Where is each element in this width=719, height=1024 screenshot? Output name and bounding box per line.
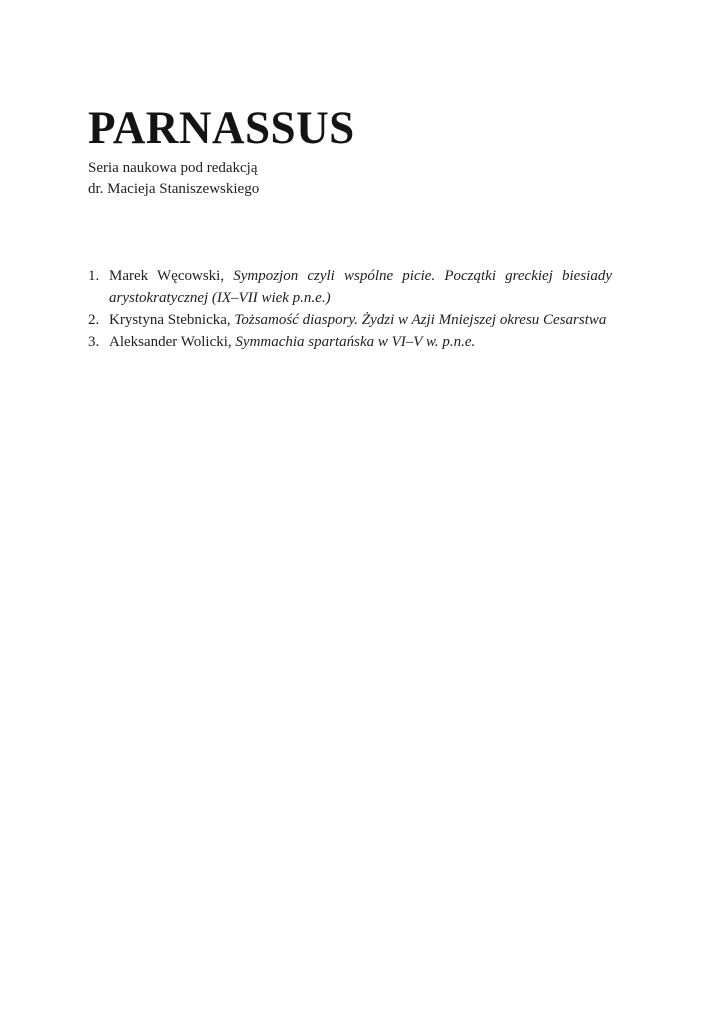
item-text bbox=[109, 309, 612, 331]
book-author: Aleksander Wolicki, bbox=[109, 334, 232, 350]
subtitle-line-2: dr. Macieja Staniszewskiego bbox=[88, 181, 260, 197]
item-number: 1. bbox=[88, 268, 100, 284]
book-title: Sympozjon czyli wspólne picie. Początki greckiej biesiady arystokratycznej (IX–VII wiek p.n.e.) bbox=[109, 268, 612, 306]
book-title: Tożsamość diaspory. Żydzi w Azji Mniejszej okresu Cesarstwa bbox=[234, 312, 607, 328]
list-item bbox=[88, 331, 612, 353]
list-item bbox=[88, 309, 612, 331]
item-text bbox=[109, 265, 612, 309]
series-title: PARNASSUS bbox=[88, 102, 355, 154]
item-number: 2. bbox=[88, 312, 100, 328]
subtitle-line-1: Seria naukowa pod redakcją bbox=[88, 160, 258, 176]
book-title: Symmachia spartańska w VI–V w. p.n.e. bbox=[235, 334, 476, 350]
book-author: Marek Węcowski, bbox=[109, 268, 225, 284]
book-list bbox=[88, 265, 612, 353]
series-subtitle bbox=[88, 158, 259, 200]
item-text bbox=[109, 331, 612, 353]
list-item bbox=[88, 265, 612, 309]
item-number: 3. bbox=[88, 334, 100, 350]
book-author: Krystyna Stebnicka, bbox=[109, 312, 231, 328]
